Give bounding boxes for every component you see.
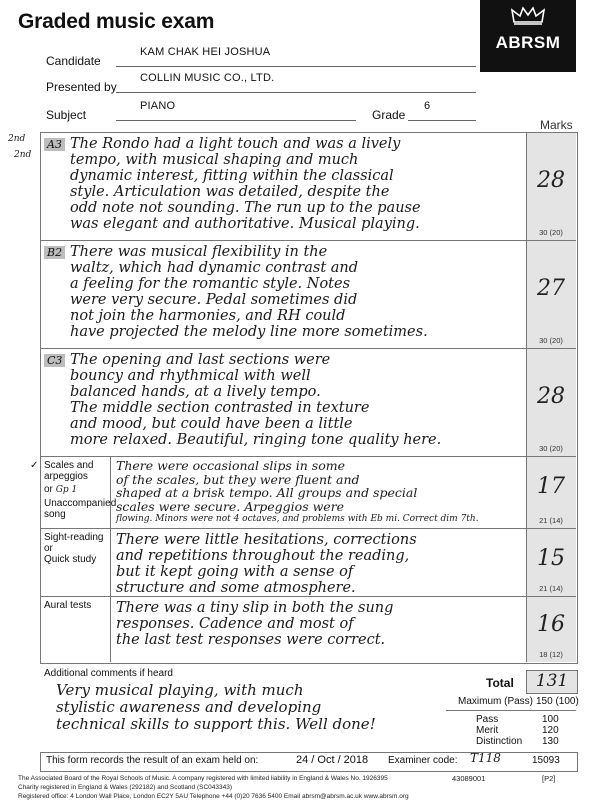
- sight-max: 21 (14): [539, 584, 563, 593]
- subject-value: PIANO: [140, 100, 176, 112]
- aural-comment: There was a tiny slip in both the sung responses. Cadence and most of the last test responses were correct.: [116, 600, 394, 648]
- scales-note: Gp 1: [55, 485, 78, 495]
- piece-code: B2: [44, 246, 65, 259]
- piece-mark: 28: [537, 384, 565, 409]
- piece-comment-c: The opening and last sections were bouncy and rhythmical with well balanced hands, at a lively tempo. The middle section contrasted in texture and mood, but could have been a little more relaxed. Beautiful, ringing tone quality here.: [70, 352, 442, 448]
- exam-date: 24 / Oct / 2018: [296, 754, 369, 766]
- margin-note: 2nd: [8, 134, 26, 144]
- piece-comment-a: The Rondo had a light touch and was a lively tempo, with musical shaping and much dynamic interest, fitting within the classical style. Articulation was detailed, despite the odd note not sounding. The run up to the pause was elegant and authoritative. Musical playing.: [70, 136, 421, 232]
- examiner-code: T118: [470, 751, 501, 765]
- total-value: 131: [535, 671, 569, 691]
- additional-label: Additional comments if heard: [44, 668, 173, 679]
- total-label: Total: [486, 676, 514, 690]
- subject-label: Subject: [46, 108, 87, 122]
- margin-note: 2nd: [14, 150, 32, 160]
- merit-value: 120: [542, 725, 559, 736]
- piece-code: C3: [44, 354, 65, 367]
- aural-mark: 16: [537, 612, 565, 637]
- presented-value: COLLIN MUSIC CO., LTD.: [140, 72, 275, 84]
- examiner-label: Examiner code:: [388, 755, 458, 766]
- pass-label: Pass: [476, 714, 499, 725]
- piece-mark: 27: [537, 276, 565, 301]
- scales-comment: There were occasional slips in some of the scales, but they were fluent and shaped at a brisk tempo. All groups and special scales were secure. Arpeggios were flowing. Minors were not 4 octaves, and problems with Eb mi. Correct dim 7th.: [116, 458, 479, 524]
- check-mark: ✓: [30, 460, 39, 471]
- footer-page: [P2]: [542, 774, 556, 783]
- sight-mark: 15: [537, 546, 565, 571]
- candidate-label: Candidate: [46, 54, 101, 68]
- footer-text: The Associated Board of the Royal Schools of Music. A company registered with limited liability in England & Wales No. 1926395 Charity registered in England & Wales (292182) and Scotland (SC043343) Registered office: 4 London Wall Place, London EC2Y 5AU Telephone +44 (0)20 7636 5400 Email abrsm@abrsm.ac.uk www.abrsm.org: [18, 775, 409, 800]
- aural-max: 18 (12): [539, 650, 563, 659]
- piece-comment-b: There was musical flexibility in the waltz, which had dynamic contrast and a feeling for the romantic style. Notes were very secure. Pedal sometimes did not join the harmonies, and RH could have projected the melody line more sometimes.: [70, 244, 428, 340]
- piece-max: 30 (20): [539, 228, 563, 237]
- grade-value: 6: [424, 100, 431, 112]
- scales-max: 21 (14): [539, 516, 563, 525]
- footer-code: 43089001: [452, 774, 486, 783]
- page-title: Graded music exam: [18, 10, 215, 33]
- sight-comment: There were little hesitations, corrections and repetitions throughout the reading, but it kept going with a sense of structure and some atmosphere.: [116, 532, 417, 596]
- distinction-value: 130: [542, 736, 559, 747]
- marks-label: Marks: [540, 118, 573, 132]
- sight-label: Sight-reading or Quick study: [44, 532, 104, 565]
- pass-value: 100: [542, 714, 559, 725]
- additional-comment: Very musical playing, with much stylistic awareness and developing technical skills to support this. Well done!: [56, 681, 376, 733]
- distinction-label: Distinction: [476, 736, 523, 747]
- scales-label: Scales and arpeggios or Gp 1 Unaccompanied song: [44, 460, 117, 520]
- form-number: 15093: [532, 755, 560, 766]
- scales-mark: 17: [537, 474, 565, 499]
- record-text: This form records the result of an exam held on:: [46, 755, 259, 766]
- grade-label: Grade: [372, 108, 406, 122]
- piece-code: A3: [44, 138, 65, 151]
- piece-mark: 28: [537, 168, 565, 193]
- piece-max: 30 (20): [539, 444, 563, 453]
- crown-icon: [480, 6, 576, 31]
- max-pass-value: 150 (100): [536, 696, 579, 707]
- aural-label: Aural tests: [44, 600, 92, 611]
- piece-max: 30 (20): [539, 336, 563, 345]
- abrsm-logo: [480, 0, 576, 72]
- candidate-value: KAM CHAK HEI JOSHUA: [140, 46, 271, 58]
- presented-label: Presented by: [46, 80, 117, 94]
- merit-label: Merit: [476, 725, 499, 736]
- logo-text: ABRSM: [495, 33, 561, 52]
- max-pass-label: Maximum (Pass): [458, 696, 534, 707]
